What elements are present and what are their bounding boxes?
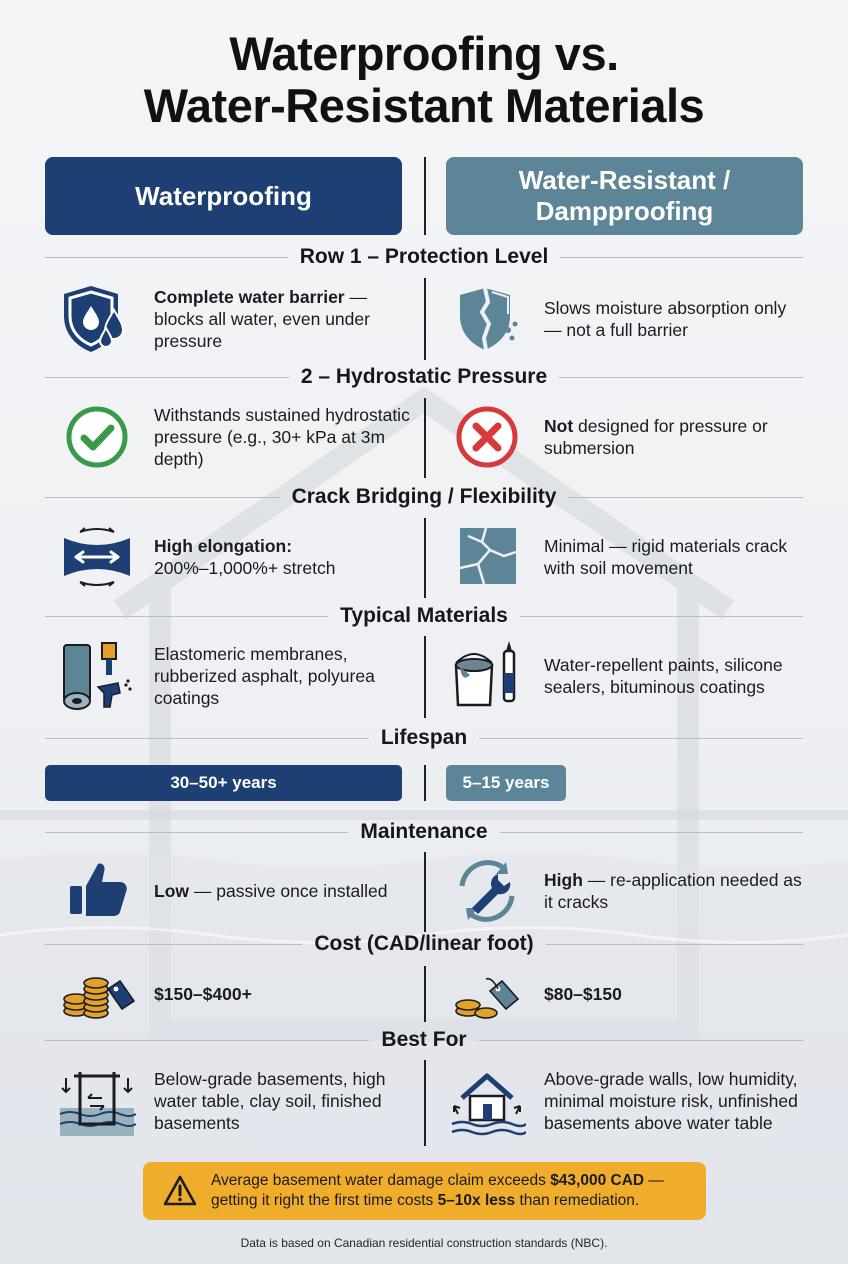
best-right-text: Above-grade walls, low humidity, minimal moisture risk, unfinished basements above water table — [544, 1069, 798, 1133]
paint-can-tube-icon — [448, 637, 526, 715]
basement-foundation-icon — [58, 1062, 136, 1140]
section-title-protection: Row 1 – Protection Level — [45, 243, 803, 271]
lifespan-waterproofing-bar — [45, 765, 402, 801]
crack-left-text: High elongation: 200%–1,000%+ stretch — [154, 536, 336, 578]
x-circle-icon — [448, 398, 526, 476]
section-title-cost: Cost (CAD/linear foot) — [45, 930, 803, 958]
cost-right-cell — [448, 955, 808, 1033]
section-title-materials: Typical Materials — [45, 602, 803, 630]
protection-left-cell — [58, 280, 418, 358]
membrane-roll-brush-sprayer-icon — [58, 637, 136, 715]
coin-stack-tag-icon — [58, 955, 136, 1033]
pressure-left-text: Withstands sustained hydrostatic pressure (e.g., 30+ kPa at 3m depth) — [154, 405, 410, 469]
row-divider-2 — [424, 398, 426, 478]
crack-right-text: Minimal — rigid materials crack with soil movement — [544, 536, 788, 578]
small-coins-tag-icon — [448, 955, 526, 1033]
materials-right-cell — [448, 637, 808, 715]
best-right-cell — [448, 1062, 808, 1140]
pressure-right-cell — [448, 398, 808, 476]
thumbs-up-icon — [58, 852, 136, 930]
protection-right-text: Slows moisture absorption only — not a full barrier — [544, 298, 787, 340]
materials-left-cell — [58, 637, 418, 715]
header-divider — [424, 157, 426, 235]
title-line-1: Waterproofing vs. — [229, 27, 619, 80]
pressure-left-cell — [58, 398, 418, 476]
section-title-maintenance: Maintenance — [45, 818, 803, 846]
lifespan-water-resistant-bar — [446, 765, 566, 801]
crack-left-cell — [58, 518, 418, 596]
column-header-label: Waterproofing — [135, 180, 312, 211]
shield-water-drops-icon — [58, 280, 136, 358]
row-divider-1 — [424, 278, 426, 360]
warning-callout — [143, 1162, 706, 1220]
pressure-right-text: Not designed for pressure or submersion — [544, 416, 768, 458]
wrench-cycle-icon — [448, 852, 526, 930]
maintenance-right-text: High — re-application needed as it cracks — [544, 870, 802, 912]
crack-right-cell — [448, 518, 808, 596]
protection-left-text: Complete water barrier — blocks all water, even under pressure — [154, 287, 370, 351]
stretch-arrows-icon — [58, 518, 136, 596]
footer-note: Data is based on Canadian residential construction standards (NBC). — [240, 1236, 608, 1250]
maintenance-right-cell — [448, 852, 808, 930]
best-left-text: Below-grade basements, high water table, clay soil, finished basements — [154, 1069, 386, 1133]
section-title-lifespan: Lifespan — [45, 724, 803, 752]
section-title-pressure: 2 – Hydrostatic Pressure — [45, 363, 803, 391]
cracked-tile-icon — [448, 518, 526, 596]
materials-left-text: Elastomeric membranes, rubberized asphalt, polyurea coatings — [154, 644, 375, 708]
materials-right-text: Water-repellent paints, silicone sealers, bituminous coatings — [544, 655, 783, 697]
broken-shield-icon — [448, 280, 526, 358]
cost-left-cell — [58, 955, 418, 1033]
section-title-best-for: Best For — [45, 1026, 803, 1054]
row-divider-8 — [424, 1060, 426, 1146]
section-title-crack: Crack Bridging / Flexibility — [45, 483, 803, 511]
checkmark-circle-icon — [58, 398, 136, 476]
column-header-waterproofing — [45, 157, 402, 235]
house-on-ground-icon — [448, 1062, 526, 1140]
cost-left-value: $150–$400+ — [154, 984, 252, 1004]
row-divider-7 — [424, 966, 426, 1022]
column-header-water-resistant — [446, 157, 803, 235]
row-divider-5 — [424, 765, 426, 801]
page-title — [0, 28, 848, 132]
column-header-label-line-2: Dampproofing — [535, 196, 714, 226]
cost-right-value: $80–$150 — [544, 984, 622, 1004]
warning-callout-text: Average basement water damage claim exceeds $43,000 CAD — getting it right the first time costs 5–10x less than remediation. — [211, 1172, 664, 1209]
title-line-2: Water-Resistant Materials — [143, 79, 705, 132]
row-divider-4 — [424, 636, 426, 718]
warning-triangle-icon — [163, 1174, 197, 1208]
maintenance-left-text: Low — passive once installed — [154, 881, 388, 901]
best-left-cell — [58, 1062, 418, 1140]
lifespan-waterproofing-value: 30–50+ years — [170, 773, 277, 792]
maintenance-left-cell — [58, 852, 418, 930]
protection-right-cell — [448, 280, 808, 358]
lifespan-water-resistant-value: 5–15 years — [462, 773, 550, 792]
row-divider-3 — [424, 518, 426, 598]
row-divider-6 — [424, 852, 426, 932]
column-header-label-line-1: Water-Resistant / — [518, 165, 731, 195]
